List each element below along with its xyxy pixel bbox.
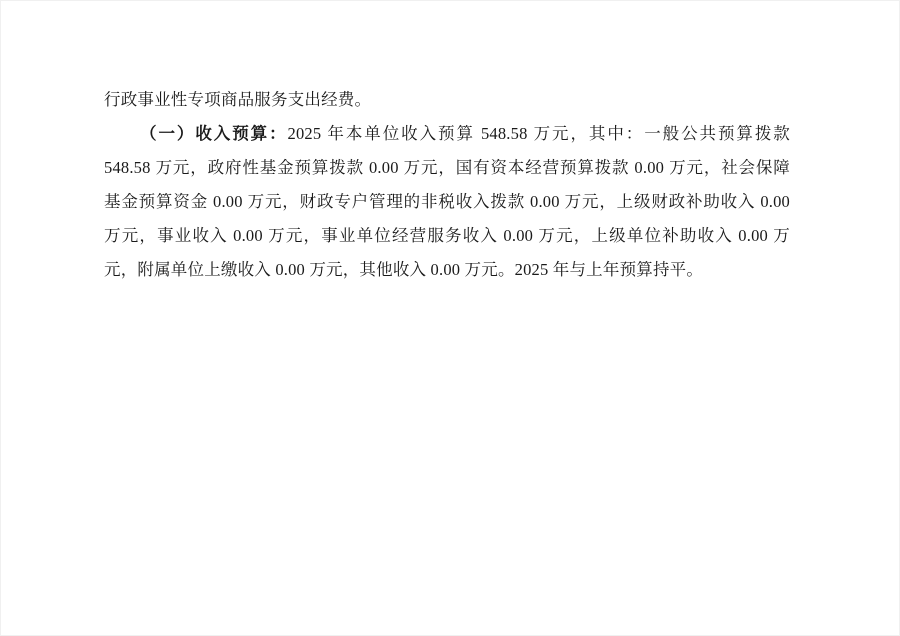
income-budget-paragraph-line-2: 548.58 万元，政府性基金预算拨款 0.00 万元，国有资本经营预算拨款 0.00 万元，社会保障: [104, 158, 790, 177]
document-text-block: [104, 83, 790, 287]
section-heading: （一）收入预算：: [140, 124, 288, 143]
income-budget-paragraph-line-4: 万元，事业收入 0.00 万元，事业单位经营服务收入 0.00 万元，上级单位补助收入 0.00 万: [104, 226, 790, 245]
income-budget-paragraph-line-1: [104, 117, 790, 151]
income-budget-paragraph-line-5: 元，附属单位上缴收入 0.00 万元，其他收入 0.00 万元。2025 年与上年预算持平。: [104, 260, 704, 279]
paragraph-end-line: 行政事业性专项商品服务支出经费。: [104, 90, 372, 109]
income-budget-text: 2025 年本单位收入预算 548.58 万元，其中：一般公共预算拨款: [287, 124, 790, 143]
income-budget-paragraph-line-3: 基金预算资金 0.00 万元，财政专户管理的非税收入拨款 0.00 万元，上级财政补助收入 0.00: [104, 192, 790, 211]
